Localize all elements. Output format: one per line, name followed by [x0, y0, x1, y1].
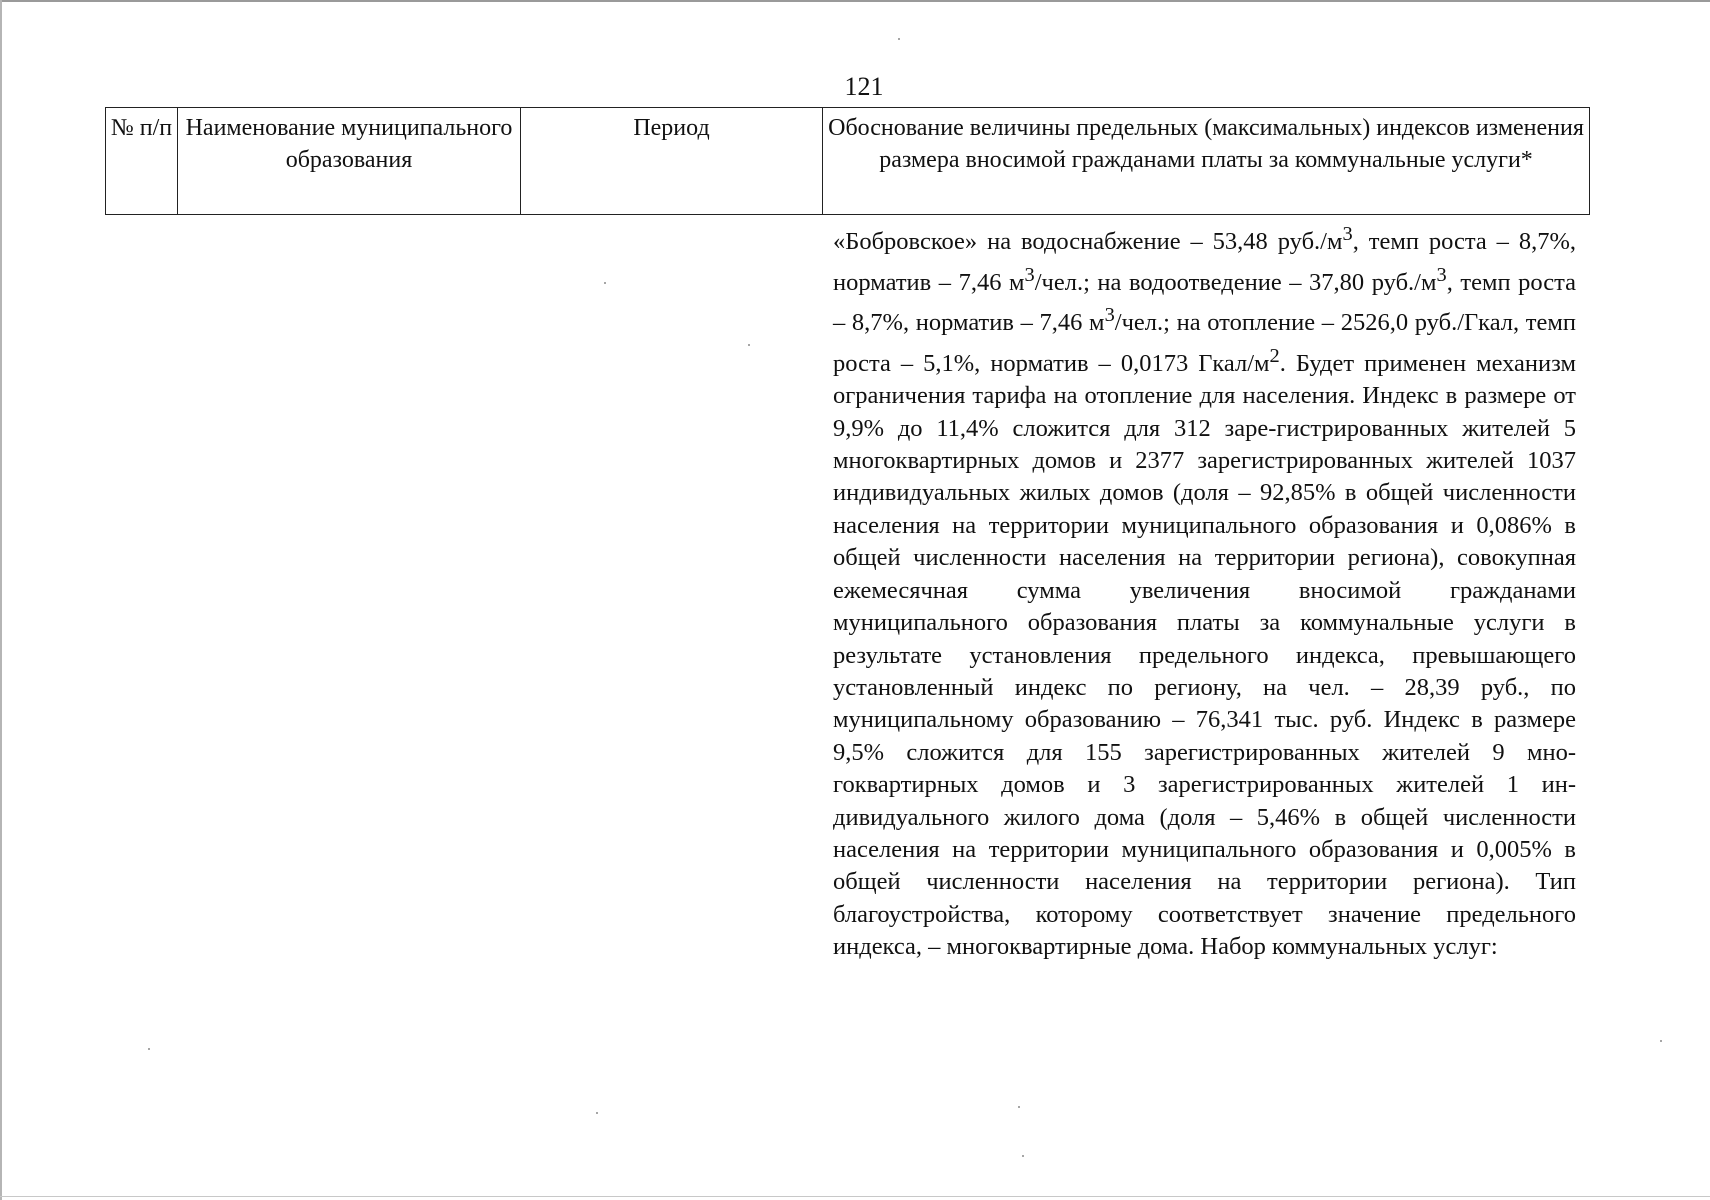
scan-speck — [748, 344, 750, 346]
page-number: 121 — [844, 72, 884, 101]
header-cell-number: № п/п — [106, 108, 178, 215]
scan-speck — [604, 282, 606, 284]
scan-speck — [1018, 1106, 1020, 1108]
scan-speck — [596, 1112, 598, 1114]
scan-edge-top — [0, 0, 1710, 2]
justification-text — [833, 218, 1576, 964]
scan-edge-left — [0, 0, 2, 1200]
justification-paragraph: «Бобровское» на водоснабжение – 53,48 $руб./м^3$, темп роста – 8,7%, норматив – 7,46 $м^3$/чел.; на водоотведение – 37,80 $руб./м^3$, темп роста – 8,7%, норматив – 7,46 $м^3$/чел.; на отопление – 2526,0 руб./Гкал, темп роста – 5,1%, норматив – 0,0173 Гкал/$м^2$. Будет применен механизм ограничения тарифа на отопление для населения. Индекс в размере от 9,9% до 11,4% сложится для 312 заре-гистрированных жителей 5 многоквартирных домов и 2377 зарегистрированных жителей 1037 индивидуальных жилых домов (доля – 92,85% в общей численности населения на территории муниципального образования и 0,086% в общей численности населения на территории региона), совокупная ежемесячная сумма увеличения вносимой гражданами муниципального образования платы за коммунальные услуги в результате установления предельного индекса, превышающего установленный индекс по региону, на чел. – 28,39 руб., по муниципальному образованию – 76,341 тыс. руб. Индекс в размере 9,5% сложится для 155 зарегистрированных жителей 9 мно-гоквартирных домов и 3 зарегистрированных жителей 1 ин-дивидуального жилого дома (доля – 5,46% в общей численности населения на территории муниципального образования и 0,005% в общей численности населения на территории региона). Тип благоустройства, которому соответствует значение предельного индекса, – многоквартирные дома. Набор коммунальных услуг: — [833, 223, 1577, 961]
table-header-row — [106, 108, 1590, 215]
header-cell-municipality: Наименование муниципального образования — [178, 108, 521, 215]
scan-speck — [148, 1048, 150, 1050]
scan-speck — [1660, 1040, 1662, 1042]
scan-speck — [1022, 1155, 1024, 1157]
scan-speck — [898, 38, 900, 40]
header-cell-justification: Обоснование величины предельных (максимальных) индексов изменения размера вносимой гражданами платы за коммунальные услуги* — [823, 108, 1590, 215]
table-header — [105, 107, 1590, 215]
header-cell-period: Период — [521, 108, 823, 215]
scan-edge-bottom — [0, 1196, 1710, 1197]
